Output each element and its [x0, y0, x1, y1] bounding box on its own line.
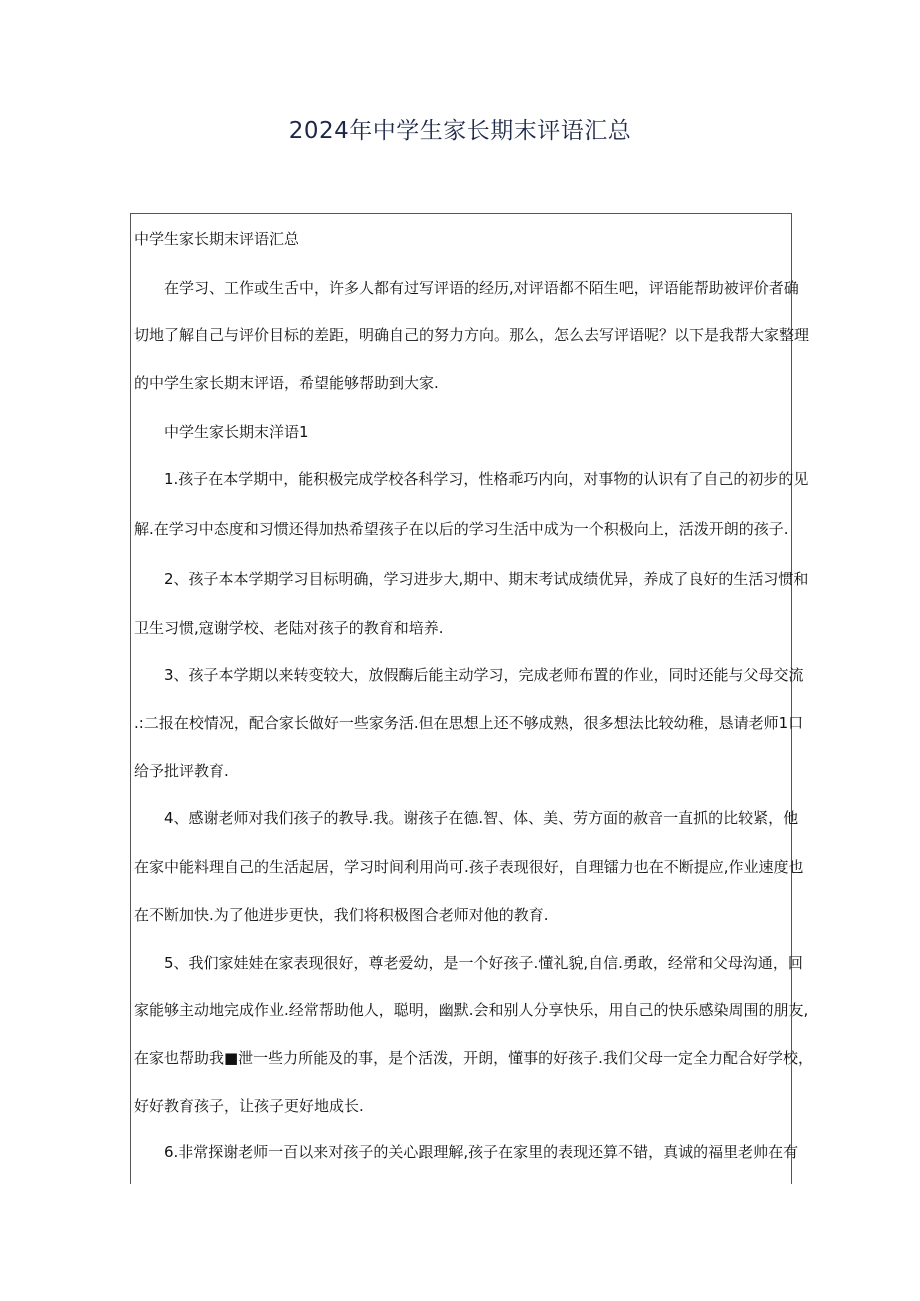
text-line: 在不断加快.为了他进步更快，我们将积极图合老师对他的教育.	[134, 906, 549, 924]
text-line: 在学习、工作或生舌中，许多人都有过写评语的经历,对评语都不陌生吧，评语能帮助被评价者确	[164, 279, 799, 297]
document-title: 2024年中学生家长期末评语汇总	[288, 118, 632, 144]
text-line: 3、孩子本学期以来转变较大，放假酶后能主动学习，完成老师布置的作业，同时还能与父母交流	[164, 666, 804, 684]
text-line: 解.在学习中态度和习惯还得加热希望孩子在以后的学习生活中成为一个积极向上，活泼开朗的孩子.	[134, 520, 789, 538]
text-line: 在家中能料理自己的生活起居，学习时间利用尚可.孩子表现很好，自理镭力也在不断提应,作业速度也	[134, 858, 804, 876]
content-box	[130, 213, 813, 1184]
text-line: 给予批评教育.	[134, 762, 229, 780]
text-line: .:二报在校情况，配合家长做好一些家务活.但在思想上还不够成熟，很多想法比较幼稚，恳请老师1口	[134, 714, 804, 732]
text-line: 2、孩子本本学期学习目标明确，学习进步大,期中、期末考试成绩优异，养成了良好的生活习惯和	[164, 570, 809, 588]
text-line: 家能够主动地完成作业.经常帮助他人，聪明，幽默.会和别人分享快乐，用自己的快乐感染周围的朋友,	[134, 1001, 809, 1019]
text-line: 6.非常探谢老师一百以来对孩子的关心跟理解,孩子在家里的表现还算不错，真诚的福里老帅在有	[164, 1143, 799, 1161]
text-line: 5、我们家娃娃在家表现很好，尊老爱幼，是一个好孩子.懂礼貌,自信.勇敢，经常和父母沟通，回	[164, 954, 803, 972]
text-line: 4、感谢老师对我们孩子的教导.我。谢孩子在德.智、体、美、劳方面的赦音一直抓的比较紧，他	[164, 809, 799, 827]
text-line: 切地了解自己与评价目标的差距，明确自己的努力方向。那么，怎么去写评语呢？以下是我帮大家整理	[134, 326, 810, 344]
text-line: 1.孩子在本学期中，能积极完成学校各科学习，性格乖巧内向，对事物的认识有了自己的初步的见	[164, 470, 809, 488]
section-heading: 中学生家长期末评语汇总	[134, 230, 300, 248]
text-line: 中学生家长期末洋语1	[164, 423, 309, 441]
text-line: 好好教育孩子，让孩子更好地成长.	[134, 1097, 364, 1115]
text-line: 在家也帮助我■泄一些力所能及的事，是个活泼，开朗，懂事的好孩子.我们父母一定全力配合好学校，	[134, 1049, 813, 1067]
text-line: 的中学生家长期末评语，希望能够帮助到大家.	[134, 374, 439, 392]
text-line: 卫生习惯,寇谢学校、老陆对孩子的教育和培养.	[134, 619, 444, 637]
